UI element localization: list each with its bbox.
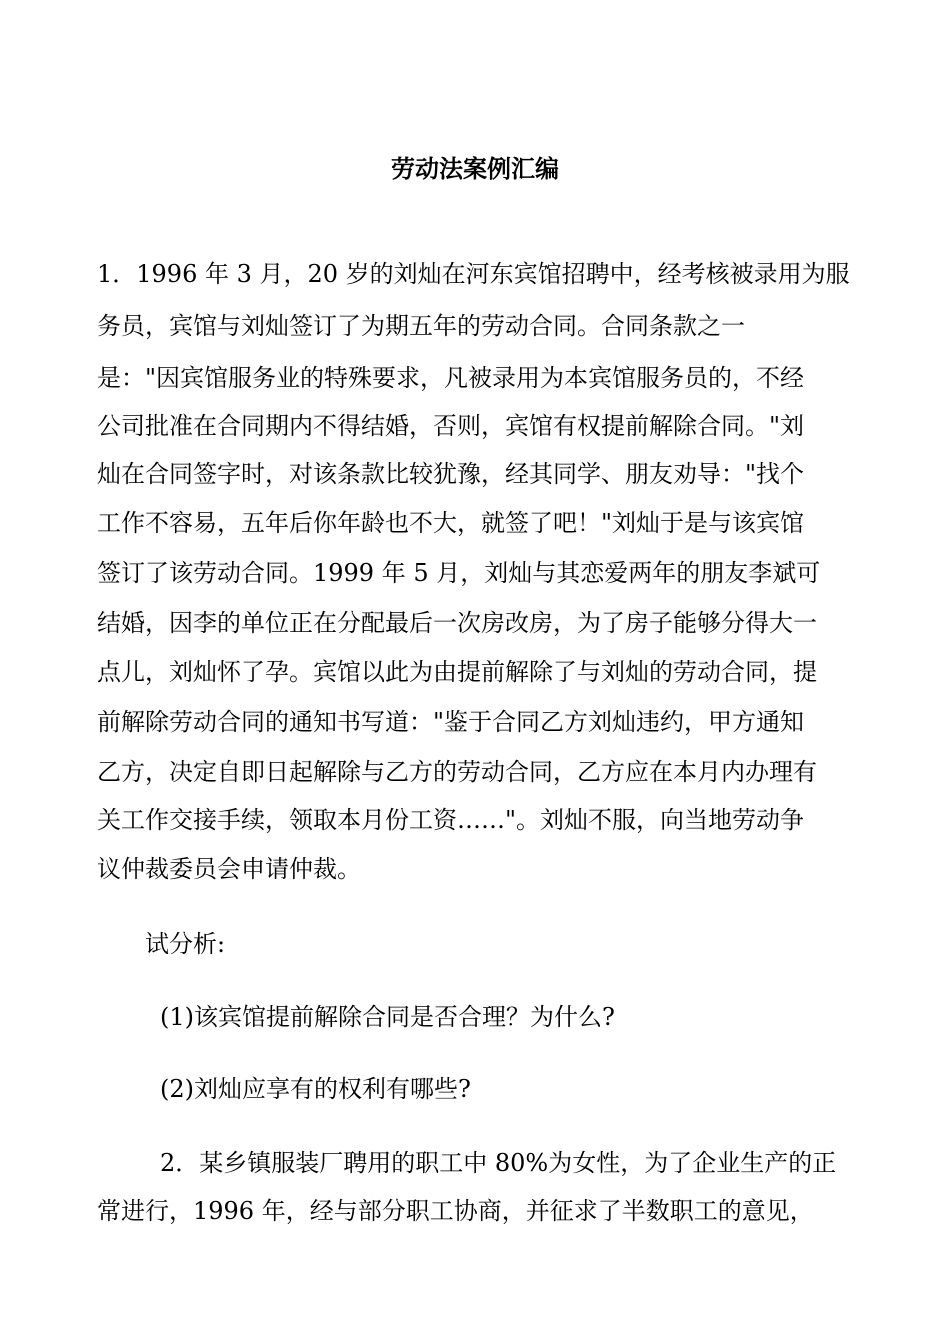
case1-line: 结婚，因李的单位正在分配最后一次房改房，为了房子能够分得大一 bbox=[97, 609, 817, 637]
case1-line: 议仲裁委员会申请仲裁。 bbox=[97, 855, 361, 883]
case1-line: 1．1996 年 3 月，20 岁的刘灿在河东宾馆招聘中，经考核被录用为服 bbox=[97, 260, 850, 288]
case1-line: 前解除劳动合同的通知书写道："鉴于合同乙方刘灿违约，甲方通知 bbox=[97, 708, 805, 736]
case1-line: 签订了该劳动合同。1999 年 5 月，刘灿与其恋爱两年的朋友李斌可 bbox=[97, 559, 821, 587]
case1-line: 点儿，刘灿怀了孕。宾馆以此为由提前解除了与刘灿的劳动合同，提 bbox=[97, 658, 817, 686]
case1-line: 工作不容易，五年后你年龄也不大，就签了吧！"刘灿于是与该宾馆 bbox=[97, 509, 805, 537]
question-1: (1)该宾馆提前解除合同是否合理？为什么? bbox=[160, 1003, 615, 1031]
analysis-label: 试分析: bbox=[145, 930, 226, 958]
case1-line: 关工作交接手续，领取本月份工资……"。刘灿不服，向当地劳动争 bbox=[97, 806, 805, 834]
question-2: (2)刘灿应享有的权利有哪些? bbox=[160, 1075, 471, 1103]
case1-line: 务员，宾馆与刘灿签订了为期五年的劳动合同。合同条款之一 bbox=[97, 312, 745, 340]
case2-line: 常进行，1996 年，经与部分职工协商，并征求了半数职工的意见， bbox=[97, 1197, 814, 1225]
case1-line: 是："因宾馆服务业的特殊要求，凡被录用为本宾馆服务员的，不经 bbox=[97, 364, 805, 392]
case1-line: 乙方，决定自即日起解除与乙方的劳动合同，乙方应在本月内办理有 bbox=[97, 758, 817, 786]
case1-line: 公司批准在合同期内不得结婚，否则，宾馆有权提前解除合同。"刘 bbox=[97, 412, 805, 440]
document-title: 劳动法案例汇编 bbox=[391, 154, 559, 183]
case1-line: 灿在合同签字时，对该条款比较犹豫，经其同学、朋友劝导："找个 bbox=[97, 460, 805, 488]
case2-line: 2．某乡镇服装厂聘用的职工中 80%为女性，为了企业生产的正 bbox=[160, 1149, 837, 1177]
